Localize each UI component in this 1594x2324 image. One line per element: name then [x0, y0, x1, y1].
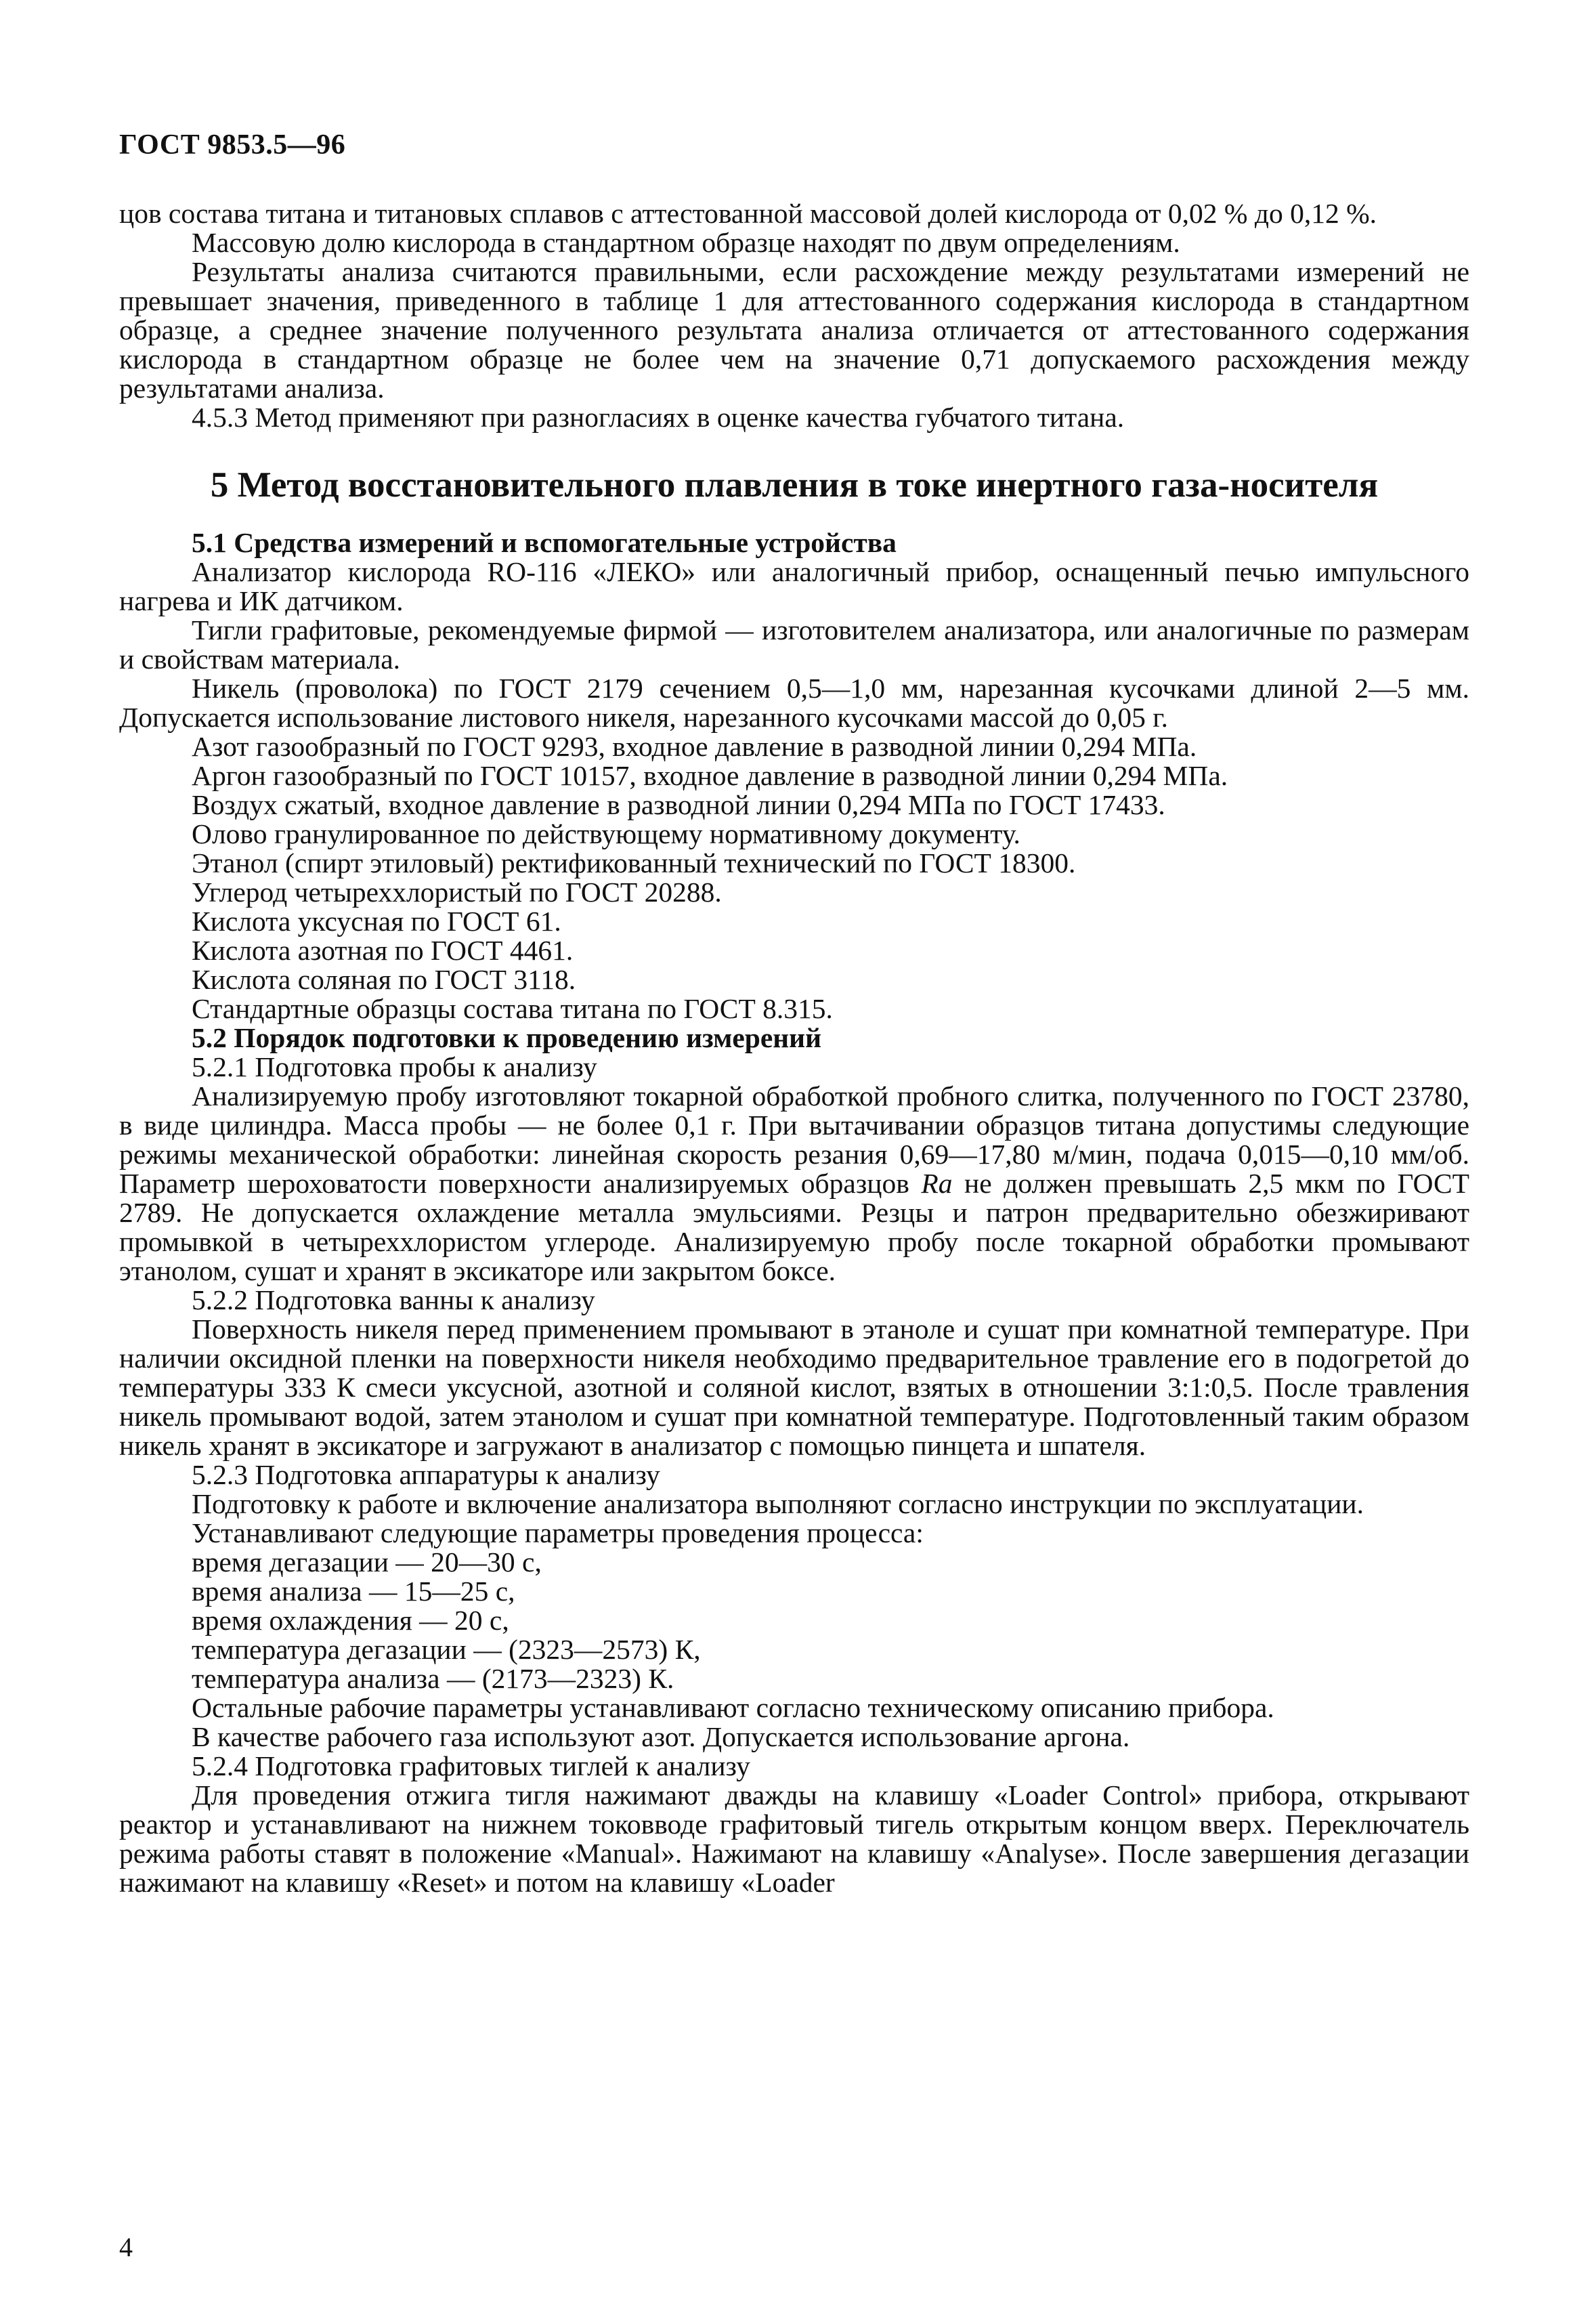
s523-param: температура дегазации — (2323—2573) К,: [192, 1634, 701, 1665]
s522-text: Поверхность никеля перед применением промывают в этаноле и сушат при комнатной температуре. При наличии оксидной пленки на поверхности никеля необходимо предварительное травление его в подогретой до температуры 333 К смеси уксусной, азотной и соляной кислот, взятых в отношении 3:1:0,5. После травления никель промывают водой, затем этанолом и сушат при комнатной температуре. Подготовленный таким образом никель хранят в эксикаторе и загружают в анализатор с помощью пинцета и шпателя.: [119, 1313, 1469, 1461]
s51-item: Аргон газообразный по ГОСТ 10157, входное давление в разводной линии 0,294 МПа.: [192, 760, 1228, 791]
s51-item: Анализатор кислорода RO-116 «ЛЕКО» или аналогичный прибор, оснащенный печью импульсного нагрева и ИК датчиком.: [119, 556, 1469, 616]
s51-item: Кислота азотная по ГОСТ 4461.: [192, 935, 574, 966]
paragraph-4-5-3: 4.5.3 Метод применяют при разногласиях в оценке качества губчатого титана.: [192, 402, 1125, 433]
section-5-2-3-title: 5.2.3 Подготовка аппаратуры к анализу: [192, 1459, 660, 1490]
paragraph-continuation: цов состава титана и титановых сплавов с аттестованной массовой долей кислорода от 0,02 % до 0,12 %.: [119, 198, 1377, 229]
paragraph-results: Результаты анализа считаются правильными, если расхождение между результатами измерений не превышает значения, приведенного в таблице 1 для аттестованного содержания кислорода в стандартном образце, а среднее значение полученного результата анализа отличается от аттестованного содержания кислорода в стандартном образце не более чем на значение 0,71 допускаемого расхождения между результатами анализа.: [119, 256, 1469, 404]
document-page: [119, 129, 1469, 2242]
s523-param: время дегазации — 20—30 с,: [192, 1546, 542, 1578]
s523-param: время анализа — 15—25 с,: [192, 1576, 515, 1607]
paragraph-oxygen-mass: Массовую долю кислорода в стандартном образце находят по двум определениям.: [192, 227, 1180, 258]
s521-ra: Ra: [921, 1168, 953, 1199]
s521-text-post: не должен превышать 2,5 мкм по ГОСТ 2789. Не допускается охлаждение металла эмульсиями. Резцы и патрон предварительно обезжиривают промывкой в четыреххлористом углероде. Анализируемую пробу после токарной обработки промывают этанолом, сушат и хранят в эксикаторе или закрытом боксе.: [119, 1168, 1469, 1286]
s523-param: температура анализа — (2173—2323) К.: [192, 1663, 674, 1694]
s51-item: Воздух сжатый, входное давление в разводной линии 0,294 МПа по ГОСТ 17433.: [192, 789, 1165, 820]
s524-text: Для проведения отжига тигля нажимают дважды на клавишу «Loader Control» прибора, открывают реактор и устанавливают на нижнем токовводе графитовый тигель открытым концом вверх. Переключатель режима работы ставят в положение «Manual». Нажимают на клавишу «Analyse». После завершения дегазации нажимают на клавишу «Reset» и потом на клавишу «Loader: [119, 1779, 1469, 1898]
s523-after: Остальные рабочие параметры устанавливают согласно техническому описанию прибора.: [192, 1692, 1274, 1723]
section-5-2-1-title: 5.2.1 Подготовка пробы к анализу: [192, 1051, 597, 1082]
page-number: 4: [119, 2232, 133, 2262]
s51-item: Кислота уксусная по ГОСТ 61.: [192, 906, 561, 937]
s51-item: Азот газообразный по ГОСТ 9293, входное давление в разводной линии 0,294 МПа.: [192, 731, 1197, 762]
section-5-2-4-title: 5.2.4 Подготовка графитовых тиглей к анализу: [192, 1750, 750, 1781]
s51-item: Никель (проволока) по ГОСТ 2179 сечением 0,5—1,0 мм, нарезанная кусочками длиной 2—5 мм. Допускается использование листового никеля, нарезанного кусочками массой до 0,05 г.: [119, 673, 1469, 733]
s523-text: Подготовку к работе и включение анализатора выполняют согласно инструкции по эксплуатации.: [192, 1488, 1364, 1519]
s51-item: Тигли графитовые, рекомендуемые фирмой — изготовителем анализатора, или аналогичные по размерам и свойствам материала.: [119, 614, 1469, 675]
section-5-2-title: 5.2 Порядок подготовки к проведению измерений: [192, 1022, 822, 1053]
s51-item: Этанол (спирт этиловый) ректификованный технический по ГОСТ 18300.: [192, 847, 1076, 879]
s521-text-pre: Анализируемую пробу изготовляют токарной обработкой пробного слитка, полученного по ГОСТ 23780, в виде цилиндра. Масса пробы — не более 0,1 г. При вытачивании образцов титана допустимы следующие режимы механической обработки: линейная скорость резания 0,69—17,80 м/мин, подача 0,015—0,10 мм/об. Параметр шероховатости поверхности анализируемых образцов: [119, 1080, 1469, 1199]
s51-item: Стандартные образцы состава титана по ГОСТ 8.315.: [192, 993, 833, 1024]
section-5-2-2-title: 5.2.2 Подготовка ванны к анализу: [192, 1284, 595, 1315]
document-header: ГОСТ 9853.5—96: [119, 129, 346, 161]
s51-item: Углерод четыреххлористый по ГОСТ 20288.: [192, 876, 722, 908]
s523-param: время охлаждения — 20 с,: [192, 1605, 509, 1636]
s51-item: Кислота соляная по ГОСТ 3118.: [192, 964, 576, 995]
section-5-title: 5 Метод восстановительного плавления в токе инертного газа-носителя: [210, 465, 1379, 505]
s521-text: [119, 1082, 1469, 1286]
s523-params-intro: Устанавливают следующие параметры проведения процесса:: [192, 1517, 924, 1548]
s51-item: Олово гранулированное по действующему нормативному документу.: [192, 818, 1020, 849]
s523-after: В качестве рабочего газа используют азот. Допускается использование аргона.: [192, 1721, 1130, 1752]
section-5-1-title: 5.1 Средства измерений и вспомогательные устройства: [192, 527, 897, 558]
